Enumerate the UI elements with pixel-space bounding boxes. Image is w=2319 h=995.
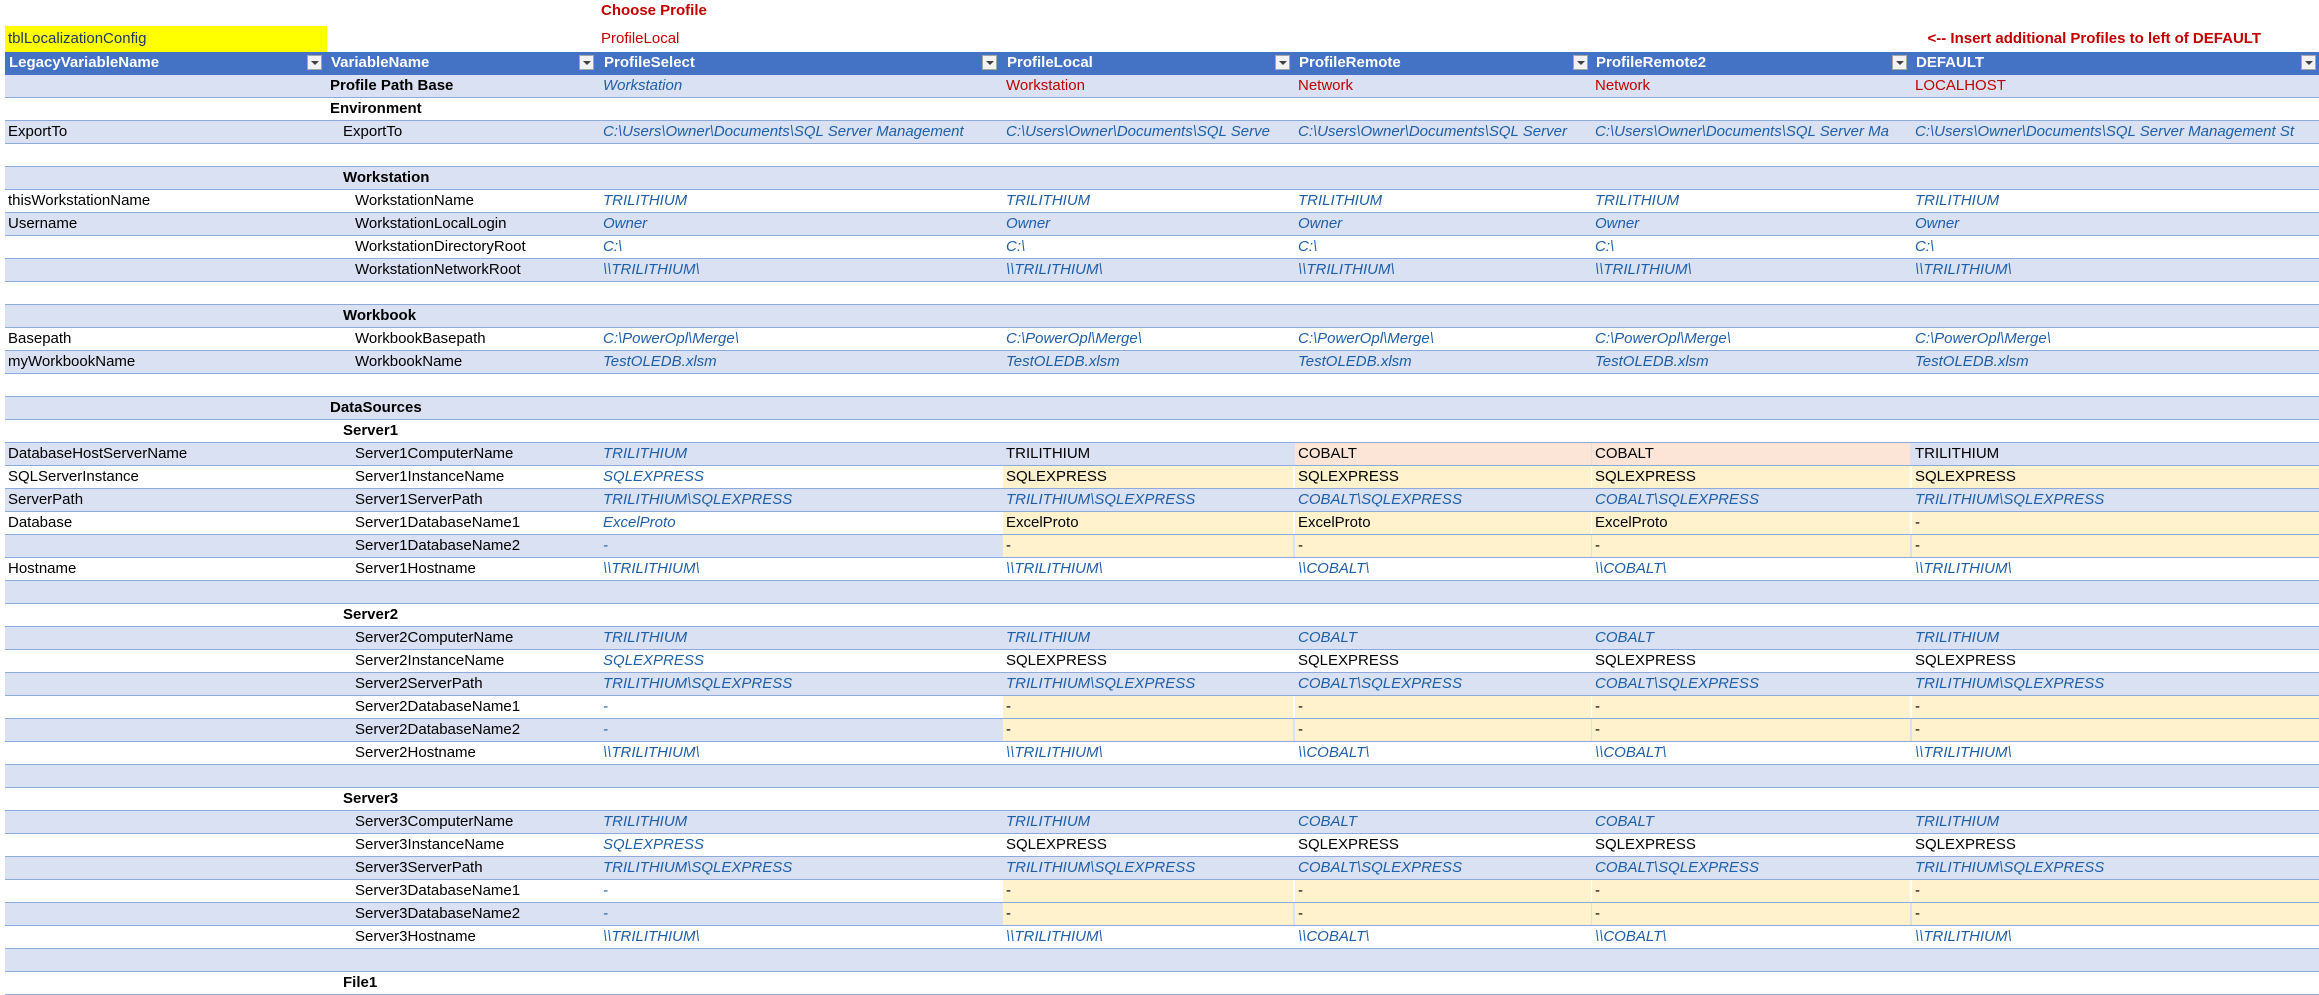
profile-select-cell[interactable]: SQLEXPRESS bbox=[603, 468, 704, 485]
blank-row bbox=[5, 282, 2319, 305]
legacy-name-cell[interactable]: Username bbox=[8, 215, 78, 232]
default-cell[interactable]: TRILITHIUM\SQLEXPRESS bbox=[1915, 859, 2105, 876]
profile-local-cell[interactable]: - bbox=[1003, 535, 1293, 557]
legacy-name-cell[interactable] bbox=[5, 627, 325, 649]
table-row bbox=[5, 535, 2319, 558]
header-default[interactable]: DEFAULT bbox=[1912, 52, 2319, 74]
section-row bbox=[5, 972, 2319, 995]
variable-name-cell[interactable]: WorkstationLocalLogin bbox=[355, 215, 507, 232]
profile-remote2-cell[interactable]: Network bbox=[1595, 77, 1651, 94]
profile-select-cell[interactable]: ExcelProto bbox=[603, 514, 676, 531]
profile-remote2-cell[interactable]: Owner bbox=[1595, 215, 1640, 232]
profile-remote2-cell[interactable]: COBALT bbox=[1592, 443, 1910, 465]
profile-select-cell[interactable]: C:\PowerOpl\Merge\ bbox=[603, 330, 739, 347]
profile-remote2-cell[interactable]: - bbox=[1592, 535, 1910, 557]
variable-name-cell[interactable]: Server1InstanceName bbox=[355, 468, 505, 485]
profile-remote2-cell[interactable]: \\COBALT\ bbox=[1595, 928, 1667, 945]
legacy-name-cell[interactable] bbox=[5, 696, 325, 718]
default-cell[interactable]: - bbox=[1912, 535, 2319, 557]
profile-remote2-cell[interactable]: COBALT bbox=[1595, 813, 1654, 830]
profile-remote2-cell[interactable]: \\COBALT\ bbox=[1595, 560, 1667, 577]
variable-name-cell[interactable]: WorkstationName bbox=[355, 192, 474, 209]
profile-local-cell[interactable]: - bbox=[1003, 903, 1293, 925]
choose-profile-label: Choose Profile bbox=[601, 2, 707, 19]
table-row bbox=[5, 673, 2319, 696]
legacy-name-cell[interactable] bbox=[5, 259, 325, 281]
profile-remote-cell[interactable]: COBALT bbox=[1298, 813, 1357, 830]
default-cell[interactable]: TRILITHIUM\SQLEXPRESS bbox=[1915, 491, 2105, 508]
variable-name-cell[interactable]: Server3Hostname bbox=[355, 928, 476, 945]
selected-profile-cell[interactable]: ProfileLocal bbox=[601, 30, 680, 47]
legacy-name-cell[interactable]: Database bbox=[8, 514, 73, 531]
profile-local-cell[interactable]: \\TRILITHIUM\ bbox=[1006, 928, 1103, 945]
profile-select-cell[interactable]: \\TRILITHIUM\ bbox=[603, 928, 700, 945]
header-legacy-variable-name[interactable]: LegacyVariableName bbox=[5, 52, 325, 74]
header-profile-local[interactable]: ProfileLocal bbox=[1003, 52, 1293, 74]
table-row bbox=[5, 880, 2319, 903]
profile-remote-cell[interactable]: ExcelProto bbox=[1295, 512, 1591, 534]
profile-select-cell[interactable]: C:\ bbox=[603, 238, 623, 255]
profile-remote2-cell[interactable]: \\TRILITHIUM\ bbox=[1595, 261, 1692, 278]
profile-select-cell[interactable]: SQLEXPRESS bbox=[603, 836, 704, 853]
legacy-name-cell[interactable] bbox=[5, 834, 325, 856]
profile-remote-cell[interactable]: SQLEXPRESS bbox=[1298, 652, 1399, 669]
table-row bbox=[5, 236, 2319, 259]
variable-name-cell[interactable]: Server2ComputerName bbox=[355, 629, 514, 646]
legacy-name-cell[interactable] bbox=[5, 811, 325, 833]
table-row bbox=[5, 512, 2319, 535]
variable-name-cell[interactable]: Profile Path Base bbox=[330, 77, 454, 94]
default-cell[interactable]: Owner bbox=[1915, 215, 1960, 232]
profile-remote-cell[interactable]: COBALT bbox=[1295, 443, 1591, 465]
section-row bbox=[5, 420, 2319, 443]
default-cell[interactable]: TRILITHIUM\SQLEXPRESS bbox=[1915, 675, 2105, 692]
profile-select-cell[interactable]: SQLEXPRESS bbox=[603, 652, 704, 669]
section-row bbox=[5, 604, 2319, 627]
profile-local-cell[interactable]: - bbox=[1003, 880, 1293, 902]
profile-remote2-cell[interactable]: COBALT\SQLEXPRESS bbox=[1595, 675, 1759, 692]
table-row bbox=[5, 742, 2319, 765]
profile-remote2-cell[interactable]: C:\PowerOpl\Merge\ bbox=[1595, 330, 1731, 347]
profile-remote2-cell[interactable]: ExcelProto bbox=[1592, 512, 1910, 534]
section-row bbox=[5, 98, 2319, 121]
legacy-name-cell[interactable]: ExportTo bbox=[8, 123, 68, 140]
legacy-name-cell[interactable]: thisWorkstationName bbox=[8, 192, 151, 209]
profile-remote-cell[interactable]: \\COBALT\ bbox=[1298, 560, 1370, 577]
table-row bbox=[5, 75, 2319, 98]
filter-dropdown-icon[interactable] bbox=[579, 55, 594, 70]
blank-row bbox=[5, 581, 2319, 604]
profile-remote-cell[interactable]: - bbox=[1295, 903, 1591, 925]
profile-remote-cell[interactable]: COBALT\SQLEXPRESS bbox=[1298, 491, 1462, 508]
profile-local-cell[interactable]: TRILITHIUM bbox=[1006, 629, 1091, 646]
section-row bbox=[5, 305, 2319, 328]
variable-name-cell[interactable]: WorkstationNetworkRoot bbox=[355, 261, 521, 278]
profile-remote2-cell[interactable]: C:\Users\Owner\Documents\SQL Server Ma bbox=[1595, 123, 1889, 140]
variable-name-cell[interactable]: Server1Hostname bbox=[355, 560, 476, 577]
section-row bbox=[5, 167, 2319, 190]
profile-remote-cell[interactable]: COBALT\SQLEXPRESS bbox=[1298, 859, 1462, 876]
table-row bbox=[5, 328, 2319, 351]
profile-remote-cell[interactable]: C:\PowerOpl\Merge\ bbox=[1298, 330, 1434, 347]
legacy-name-cell[interactable]: SQLServerInstance bbox=[8, 468, 139, 485]
profile-remote-cell[interactable]: - bbox=[1295, 880, 1591, 902]
section-heading[interactable]: Workbook bbox=[343, 307, 417, 324]
default-cell[interactable]: \\TRILITHIUM\ bbox=[1915, 560, 2012, 577]
profile-select-cell[interactable]: - bbox=[603, 537, 608, 554]
default-cell[interactable]: - bbox=[1912, 696, 2319, 718]
profile-remote2-cell[interactable]: TestOLEDB.xlsm bbox=[1595, 353, 1709, 370]
profile-remote-cell[interactable]: TRILITHIUM bbox=[1298, 192, 1383, 209]
table-row bbox=[5, 650, 2319, 673]
profile-local-cell[interactable]: TRILITHIUM\SQLEXPRESS bbox=[1006, 491, 1196, 508]
profile-remote-cell[interactable]: \\COBALT\ bbox=[1298, 928, 1370, 945]
profile-remote-cell[interactable]: - bbox=[1295, 696, 1591, 718]
header-variable-name[interactable]: VariableName bbox=[327, 52, 597, 74]
profile-select-cell[interactable]: - bbox=[603, 905, 608, 922]
profile-remote2-cell[interactable]: \\COBALT\ bbox=[1595, 744, 1667, 761]
profile-remote-cell[interactable]: COBALT\SQLEXPRESS bbox=[1298, 675, 1462, 692]
profile-select-cell[interactable]: TRILITHIUM bbox=[603, 813, 688, 830]
table-row bbox=[5, 811, 2319, 834]
profile-local-cell[interactable]: TRILITHIUM bbox=[1006, 445, 1091, 462]
profile-select-cell[interactable]: TRILITHIUM bbox=[603, 445, 688, 462]
variable-name-cell[interactable]: Server3DatabaseName1 bbox=[355, 882, 521, 899]
blank-row bbox=[5, 765, 2319, 788]
profile-remote2-cell[interactable]: COBALT bbox=[1595, 629, 1654, 646]
variable-name-cell[interactable]: Server2Hostname bbox=[355, 744, 476, 761]
section-heading[interactable]: Server2 bbox=[343, 606, 399, 623]
profile-remote2-cell[interactable]: TRILITHIUM bbox=[1595, 192, 1680, 209]
profile-local-cell[interactable]: \\TRILITHIUM\ bbox=[1006, 261, 1103, 278]
profile-local-cell[interactable]: C:\PowerOpl\Merge\ bbox=[1006, 330, 1142, 347]
profile-select-cell[interactable]: TRILITHIUM\SQLEXPRESS bbox=[603, 859, 793, 876]
table-row bbox=[5, 834, 2319, 857]
profile-select-cell[interactable]: TRILITHIUM\SQLEXPRESS bbox=[603, 491, 793, 508]
default-cell[interactable]: TRILITHIUM bbox=[1915, 192, 2000, 209]
table-row bbox=[5, 489, 2319, 512]
profile-remote-cell[interactable]: - bbox=[1295, 719, 1591, 741]
legacy-name-cell[interactable] bbox=[5, 75, 325, 97]
profile-remote-cell[interactable]: TestOLEDB.xlsm bbox=[1298, 353, 1412, 370]
profile-local-cell[interactable]: TRILITHIUM\SQLEXPRESS bbox=[1006, 859, 1196, 876]
variable-name-cell[interactable]: WorkbookName bbox=[355, 353, 463, 370]
variable-name-cell[interactable]: Server1ComputerName bbox=[355, 445, 514, 462]
profile-select-cell[interactable]: TRILITHIUM\SQLEXPRESS bbox=[603, 675, 793, 692]
table-row bbox=[5, 121, 2319, 144]
variable-name-cell[interactable]: Server1DatabaseName2 bbox=[355, 537, 521, 554]
table-name-cell[interactable]: tblLocalizationConfig bbox=[5, 26, 327, 52]
default-cell[interactable]: LOCALHOST bbox=[1915, 77, 2006, 94]
table-row bbox=[5, 719, 2319, 742]
header-profile-remote[interactable]: ProfileRemote bbox=[1295, 52, 1591, 74]
default-cell[interactable]: TRILITHIUM bbox=[1915, 445, 2000, 462]
filter-dropdown-icon[interactable] bbox=[2301, 55, 2316, 70]
table-row bbox=[5, 903, 2319, 926]
profile-local-cell[interactable]: C:\ bbox=[1006, 238, 1026, 255]
default-cell[interactable]: TRILITHIUM bbox=[1915, 813, 2000, 830]
profile-select-cell[interactable]: - bbox=[603, 698, 608, 715]
legacy-name-cell[interactable] bbox=[5, 650, 325, 672]
profile-select-cell[interactable]: \\TRILITHIUM\ bbox=[603, 261, 700, 278]
table-row bbox=[5, 696, 2319, 719]
blank-row bbox=[5, 144, 2319, 167]
variable-name-cell[interactable]: Server3ServerPath bbox=[355, 859, 483, 876]
profile-local-cell[interactable]: TestOLEDB.xlsm bbox=[1006, 353, 1120, 370]
variable-name-cell[interactable]: Server2ServerPath bbox=[355, 675, 483, 692]
table-row bbox=[5, 627, 2319, 650]
default-cell[interactable]: \\TRILITHIUM\ bbox=[1915, 261, 2012, 278]
profile-remote-cell[interactable]: COBALT bbox=[1298, 629, 1357, 646]
filter-dropdown-icon[interactable] bbox=[307, 55, 322, 70]
header-profile-remote2[interactable]: ProfileRemote2 bbox=[1592, 52, 1910, 74]
profile-remote-cell[interactable]: \\TRILITHIUM\ bbox=[1298, 261, 1395, 278]
default-cell[interactable]: - bbox=[1912, 719, 2319, 741]
legacy-name-cell[interactable]: ServerPath bbox=[8, 491, 84, 508]
variable-name-cell[interactable]: Server1DatabaseName1 bbox=[355, 514, 521, 531]
table-row bbox=[5, 190, 2319, 213]
section-heading[interactable]: Server1 bbox=[343, 422, 399, 439]
variable-name-cell[interactable]: Server2InstanceName bbox=[355, 652, 505, 669]
default-cell[interactable]: SQLEXPRESS bbox=[1912, 466, 2319, 488]
legacy-name-cell[interactable] bbox=[5, 857, 325, 879]
profile-local-cell[interactable]: SQLEXPRESS bbox=[1006, 836, 1107, 853]
legacy-name-cell[interactable] bbox=[5, 903, 325, 925]
profile-select-cell[interactable]: TRILITHIUM bbox=[603, 629, 688, 646]
variable-name-cell[interactable]: Server2DatabaseName2 bbox=[355, 721, 521, 738]
variable-name-cell[interactable]: ExportTo bbox=[343, 123, 403, 140]
legacy-name-cell[interactable] bbox=[5, 673, 325, 695]
legacy-name-cell[interactable]: DatabaseHostServerName bbox=[8, 445, 188, 462]
profile-local-cell[interactable]: - bbox=[1003, 719, 1293, 741]
variable-name-cell[interactable]: Server1ServerPath bbox=[355, 491, 483, 508]
default-cell[interactable]: C:\PowerOpl\Merge\ bbox=[1915, 330, 2051, 347]
filter-dropdown-icon[interactable] bbox=[982, 55, 997, 70]
legacy-name-cell[interactable]: Hostname bbox=[8, 560, 77, 577]
profile-remote-cell[interactable]: \\COBALT\ bbox=[1298, 744, 1370, 761]
section-heading[interactable]: Server3 bbox=[343, 790, 399, 807]
default-cell[interactable]: \\TRILITHIUM\ bbox=[1915, 744, 2012, 761]
variable-name-cell[interactable]: Server3InstanceName bbox=[355, 836, 505, 853]
default-cell[interactable]: SQLEXPRESS bbox=[1915, 836, 2016, 853]
profile-local-cell[interactable]: - bbox=[1003, 696, 1293, 718]
profile-remote2-cell[interactable]: COBALT\SQLEXPRESS bbox=[1595, 859, 1759, 876]
profile-remote2-cell[interactable]: SQLEXPRESS bbox=[1595, 836, 1696, 853]
default-cell[interactable]: C:\Users\Owner\Documents\SQL Server Management St bbox=[1915, 123, 2295, 140]
default-cell[interactable]: - bbox=[1912, 880, 2319, 902]
profile-remote2-cell[interactable]: - bbox=[1592, 880, 1910, 902]
profile-select-cell[interactable]: \\TRILITHIUM\ bbox=[603, 560, 700, 577]
profile-remote-cell[interactable]: Network bbox=[1298, 77, 1354, 94]
profile-select-cell[interactable]: \\TRILITHIUM\ bbox=[603, 744, 700, 761]
legacy-name-cell[interactable] bbox=[5, 719, 325, 741]
blank-row bbox=[5, 949, 2319, 972]
legacy-name-cell[interactable]: Basepath bbox=[8, 330, 72, 347]
profile-local-cell[interactable]: Workstation bbox=[1006, 77, 1085, 94]
profile-remote2-cell[interactable]: - bbox=[1592, 903, 1910, 925]
legacy-name-cell[interactable] bbox=[5, 926, 325, 948]
table-row bbox=[5, 351, 2319, 374]
variable-name-cell[interactable]: WorkbookBasepath bbox=[355, 330, 486, 347]
table-row bbox=[5, 926, 2319, 949]
table-row bbox=[5, 213, 2319, 236]
default-cell[interactable]: \\TRILITHIUM\ bbox=[1915, 928, 2012, 945]
table-row bbox=[5, 857, 2319, 880]
profile-remote2-cell[interactable]: - bbox=[1592, 719, 1910, 741]
variable-name-cell[interactable]: Server3ComputerName bbox=[355, 813, 514, 830]
profile-local-cell[interactable]: C:\Users\Owner\Documents\SQL Serve bbox=[1006, 123, 1270, 140]
profile-local-cell[interactable]: TRILITHIUM bbox=[1006, 192, 1091, 209]
variable-name-cell[interactable]: Server3DatabaseName2 bbox=[355, 905, 521, 922]
profile-remote2-cell[interactable]: - bbox=[1592, 696, 1910, 718]
profile-local-cell[interactable]: SQLEXPRESS bbox=[1006, 652, 1107, 669]
variable-name-cell[interactable]: WorkstationDirectoryRoot bbox=[355, 238, 526, 255]
profile-select-cell[interactable]: - bbox=[603, 721, 608, 738]
section-row bbox=[5, 788, 2319, 811]
filter-dropdown-icon[interactable] bbox=[1573, 55, 1588, 70]
table-row bbox=[5, 443, 2319, 466]
default-cell[interactable]: - bbox=[1912, 903, 2319, 925]
variable-name-cell[interactable]: Server2DatabaseName1 bbox=[355, 698, 521, 715]
profile-remote2-cell[interactable]: SQLEXPRESS bbox=[1595, 652, 1696, 669]
profile-remote-cell[interactable]: - bbox=[1295, 535, 1591, 557]
legacy-name-cell[interactable] bbox=[5, 880, 325, 902]
section-heading[interactable]: Workstation bbox=[343, 169, 430, 186]
profile-remote-cell[interactable]: SQLEXPRESS bbox=[1295, 466, 1591, 488]
profile-local-cell[interactable]: Owner bbox=[1006, 215, 1051, 232]
profile-select-cell[interactable]: TestOLEDB.xlsm bbox=[603, 353, 717, 370]
section-heading[interactable]: Environment bbox=[330, 100, 422, 117]
header-profile-select[interactable]: ProfileSelect bbox=[600, 52, 1000, 74]
profile-local-cell[interactable]: SQLEXPRESS bbox=[1003, 466, 1293, 488]
profile-select-cell[interactable]: Workstation bbox=[603, 77, 683, 94]
profile-local-cell[interactable]: TRILITHIUM\SQLEXPRESS bbox=[1006, 675, 1196, 692]
section-row bbox=[5, 397, 2319, 420]
default-cell[interactable]: TestOLEDB.xlsm bbox=[1915, 353, 2029, 370]
profile-select-cell[interactable]: C:\Users\Owner\Documents\SQL Server Management bbox=[603, 123, 964, 140]
legacy-name-cell[interactable] bbox=[5, 535, 325, 557]
profile-local-cell[interactable]: ExcelProto bbox=[1003, 512, 1293, 534]
profile-local-cell[interactable]: \\TRILITHIUM\ bbox=[1006, 744, 1103, 761]
table-row bbox=[5, 558, 2319, 581]
profile-local-cell[interactable]: \\TRILITHIUM\ bbox=[1006, 560, 1103, 577]
table-header-row bbox=[5, 52, 2319, 75]
filter-dropdown-icon[interactable] bbox=[1892, 55, 1907, 70]
legacy-name-cell[interactable]: myWorkbookName bbox=[8, 353, 136, 370]
profile-select-cell[interactable]: - bbox=[603, 882, 608, 899]
blank-row bbox=[5, 374, 2319, 397]
section-heading[interactable]: DataSources bbox=[330, 399, 422, 416]
insert-profiles-note: <-- Insert additional Profiles to left of DEFAULT bbox=[1927, 30, 2261, 47]
profile-remote-cell[interactable]: C:\ bbox=[1298, 238, 1318, 255]
default-cell[interactable]: C:\ bbox=[1915, 238, 1935, 255]
table-row bbox=[5, 259, 2319, 282]
legacy-name-cell[interactable] bbox=[5, 742, 325, 764]
profile-remote-cell[interactable]: Owner bbox=[1298, 215, 1343, 232]
filter-dropdown-icon[interactable] bbox=[1275, 55, 1290, 70]
profile-select-cell[interactable]: Owner bbox=[603, 215, 648, 232]
section-heading[interactable]: File1 bbox=[343, 974, 378, 991]
profile-select-cell[interactable]: TRILITHIUM bbox=[603, 192, 688, 209]
profile-remote-cell[interactable]: SQLEXPRESS bbox=[1298, 836, 1399, 853]
default-cell[interactable]: SQLEXPRESS bbox=[1915, 652, 2016, 669]
localization-config-table bbox=[5, 52, 2319, 995]
profile-local-cell[interactable]: TRILITHIUM bbox=[1006, 813, 1091, 830]
default-cell[interactable]: - bbox=[1912, 512, 2319, 534]
profile-remote2-cell[interactable]: SQLEXPRESS bbox=[1592, 466, 1910, 488]
default-cell[interactable]: TRILITHIUM bbox=[1915, 629, 2000, 646]
profile-remote-cell[interactable]: C:\Users\Owner\Documents\SQL Server bbox=[1298, 123, 1567, 140]
table-row bbox=[5, 466, 2319, 489]
profile-remote2-cell[interactable]: COBALT\SQLEXPRESS bbox=[1595, 491, 1759, 508]
legacy-name-cell[interactable] bbox=[5, 236, 325, 258]
profile-remote2-cell[interactable]: C:\ bbox=[1595, 238, 1615, 255]
